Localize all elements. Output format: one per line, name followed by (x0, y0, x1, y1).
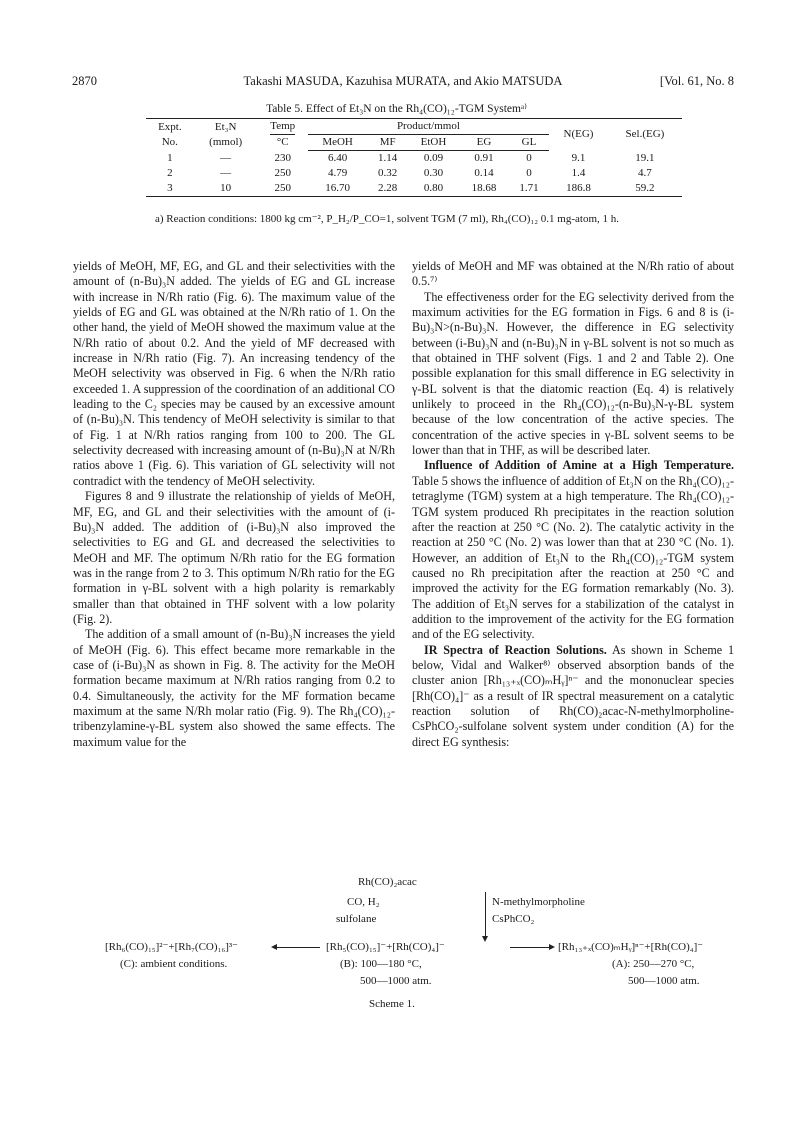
col-eg: EG (459, 135, 509, 151)
col-nfg: N(EG) (549, 119, 608, 151)
table-footnote: a) Reaction conditions: 1800 kg cm⁻², P_H₂/P_CO=1, solvent TGM (7 ml), Rh₄(CO)₁₂ 0.1 mg-atom, 1 h. (155, 213, 619, 225)
scheme-reagent: CO, H₂ (347, 896, 380, 908)
col-expt: Expt. No. (146, 119, 194, 151)
data-table (146, 118, 682, 197)
table-row: 3 10 250 16.70 2.28 0.80 18.68 1.71 186.8 59.2 (146, 181, 682, 197)
paragraph: yields of MeOH and MF was obtained at the N/Rh ratio of about 0.5.⁷⁾ (412, 259, 734, 289)
left-column (73, 259, 395, 750)
col-gl: GL (509, 135, 549, 151)
scheme-product-right: [Rh₁₃₊ₓ(CO)ₘHᵧ]ⁿ⁻+[Rh(CO)₄]⁻ (558, 941, 704, 953)
scheme-reagent: CsPhCO₂ (492, 913, 535, 925)
paragraph: IR Spectra of Reaction Solutions. As shown in Scheme 1 below, Vidal and Walker⁸⁾ observed absorption bands of the cluster anion [Rh₁₃₊ₓ(CO)ₘHᵧ]ⁿ⁻ and the mononuclear species [Rh(CO)₄]⁻ as a result of IR spectral measurement on a catalytic reaction solution of Rh(CO)₂acac-N-methylmorpholine-CsPhCO₂-sulfolane solvent system under condition (A) for the direct EG synthesis: (412, 642, 734, 749)
scheme-start-compound: Rh(CO)₂acac (358, 876, 417, 888)
paragraph: Influence of Addition of Amine at a High Temperature. Table 5 shows the influence of addition of Et₃N on the Rh₄(CO)₁₂-tetraglyme (TGM) system at a high temperature. The Rh₄(CO)₁₂-TGM system produced Rh precipitates in the reaction solution after the reaction at 250 °C (No. 2). The catalytic activity in the reaction at 250 °C (No. 2) was lower than that at 230 °C (No. 1). However, an addition of Et₃N to the Rh₄(CO)₁₂-TGM system caused no Rh precipitation after the reaction at 250 °C and improved the activity for the EG formation remarkably (No. 3). The addition of Et₃N serves for a stabilization of the catalyst in addition to the improvement of the activity for the EG formation and of the EG selectivity. (412, 458, 734, 642)
section-heading: Influence of Addition of Amine at a High Temperature. (424, 458, 734, 473)
col-mf: MF (368, 135, 408, 151)
table-row: 2 — 250 4.79 0.32 0.30 0.14 0 1.4 4.7 (167, 167, 652, 179)
scheme-condition: (C): ambient conditions. (120, 958, 228, 970)
right-column (412, 259, 734, 750)
col-product: Product/mmol (308, 119, 549, 135)
paragraph: yields of MeOH, MF, EG, and GL and their selectivities with the amount of (n-Bu)₃N added. The yields of EG and GL increase with increase in N/Rh ratio (Fig. 6). The maximum value of the yields of EG and GL was obtained at the N/Rh ratio of 1. On the other hand, the yield of MeOH showed the maximum value at the N/Rh ratio of about 0.2. And the yield of MF decreased with increase in N/Rh ratio (Fig. 7). An increasing tendency of the MeOH selectivity was observed in Fig. 6 when the N/Rh ratio exceeded 1. A suppression of the coordination of an additional CO leading to the C₂ species may be caused by an excessive amount of (n-Bu)₃N. This tendency of MeOH selectivity is similar to that of Fig. 1 at N/Rh ratios ranging from 100 to 200. The GL selectivity decreased with increasing amount of (n-Bu)₃N at N/Rh ratios above 1 (Fig. 6). This variation of GL selectivity will not contradict with the tendency of MeOH selectivity. (73, 259, 395, 488)
right-arrow-icon (510, 947, 550, 948)
table-caption: Table 5. Effect of Et₃N on the Rh₄(CO)₁₂-TGM Systemᵃ⁾ (266, 103, 527, 115)
scheme-product-center: [Rh₅(CO)₁₅]⁻+[Rh(CO)₄]⁻ (326, 941, 445, 953)
scheme-1 (90, 876, 730, 1026)
page-number: 2870 (72, 74, 97, 88)
running-header (72, 74, 734, 92)
col-meoh: MeOH (308, 135, 368, 151)
scheme-condition: (A): 250—270 °C, (612, 958, 695, 970)
paragraph: Figures 8 and 9 illustrate the relationship of yields of MeOH, MF, EG, and GL and their selectivities with the amount of (i-Bu)₃N added. The addition of (i-Bu)₃N also improved the selectivities to EG and GL and decreased the selectivities to MeOH and MF. The optimum N/Rh ratio for the EG formation was in the range from 2 to 3. This optimum N/Rh ratio for the EG formation in γ-BL solvent with a high polarity is remarkably smaller than that obtained in THF solvent with a low polarity (Fig. 2). (73, 489, 395, 626)
scheme-product-left: [Rh₆(CO)₁₅]²⁻+[Rh₇(CO)₁₆]³⁻ (105, 941, 238, 953)
scheme-condition: 500—1000 atm. (360, 975, 432, 987)
authors: Takashi MASUDA, Kazuhisa MURATA, and Akio MATSUDA (243, 74, 563, 88)
volume-info: [Vol. 61, No. 8 (659, 74, 734, 88)
col-etoh: EtOH (408, 135, 459, 151)
left-arrow-icon (276, 947, 320, 948)
paragraph: The addition of a small amount of (n-Bu)₃N increases the yield of MeOH (Fig. 6). This effect became more remarkable in the case of (i-Bu)₃N as shown in Fig. 8. The activity for the MeOH formation became maximum at N/Rh ratios ranging from 0.2 to 0.4. Simultaneously, the activity for the MF formation became maximum at the same N/Rh molar ratio (Fig. 9). The Rh₄(CO)₁₂-tribenzylamine-γ-BL system also showed the same effects. The maximum value for the (73, 627, 395, 749)
table-row: 1 — 230 6.40 1.14 0.09 0.91 0 9.1 19.1 (167, 151, 655, 164)
col-sel: Sel.(EG) (608, 119, 682, 151)
scheme-condition: 500—1000 atm. (628, 975, 700, 987)
col-et3n: Et₃N (mmol) (194, 119, 258, 151)
scheme-condition: (B): 100—180 °C, (340, 958, 422, 970)
down-arrow-icon (485, 892, 486, 940)
scheme-reagent: sulfolane (336, 913, 377, 925)
col-temp: Temp °C (258, 119, 308, 151)
paragraph: The effectiveness order for the EG selectivity derived from the maximum activities for the EG formation in Figs. 6 and 8 is (i-Bu)₃N>(n-Bu)₃N. However, the difference in EG selectivity between (i-Bu)₃N and (n-Bu)₃N in γ-BL solvent is not so much as that obtained in THF solvent (Figs. 1 and 2 and Table 2). One possible explanation for this small difference in EG selectivity in γ-BL solvent is that the diatomic reaction (Eq. 4) is relatively unlikely to proceed in the Rh₄(CO)₁₂-(n-Bu)₃N-γ-BL system because of the low concentration of the active species. The concentration of the active species in γ-BL solvent seems to be lower than that in THF, as will be described later. (412, 289, 734, 458)
scheme-reagent: N-methylmorpholine (492, 896, 585, 908)
section-heading: IR Spectra of Reaction Solutions. (424, 642, 607, 657)
scheme-label: Scheme 1. (369, 998, 415, 1010)
